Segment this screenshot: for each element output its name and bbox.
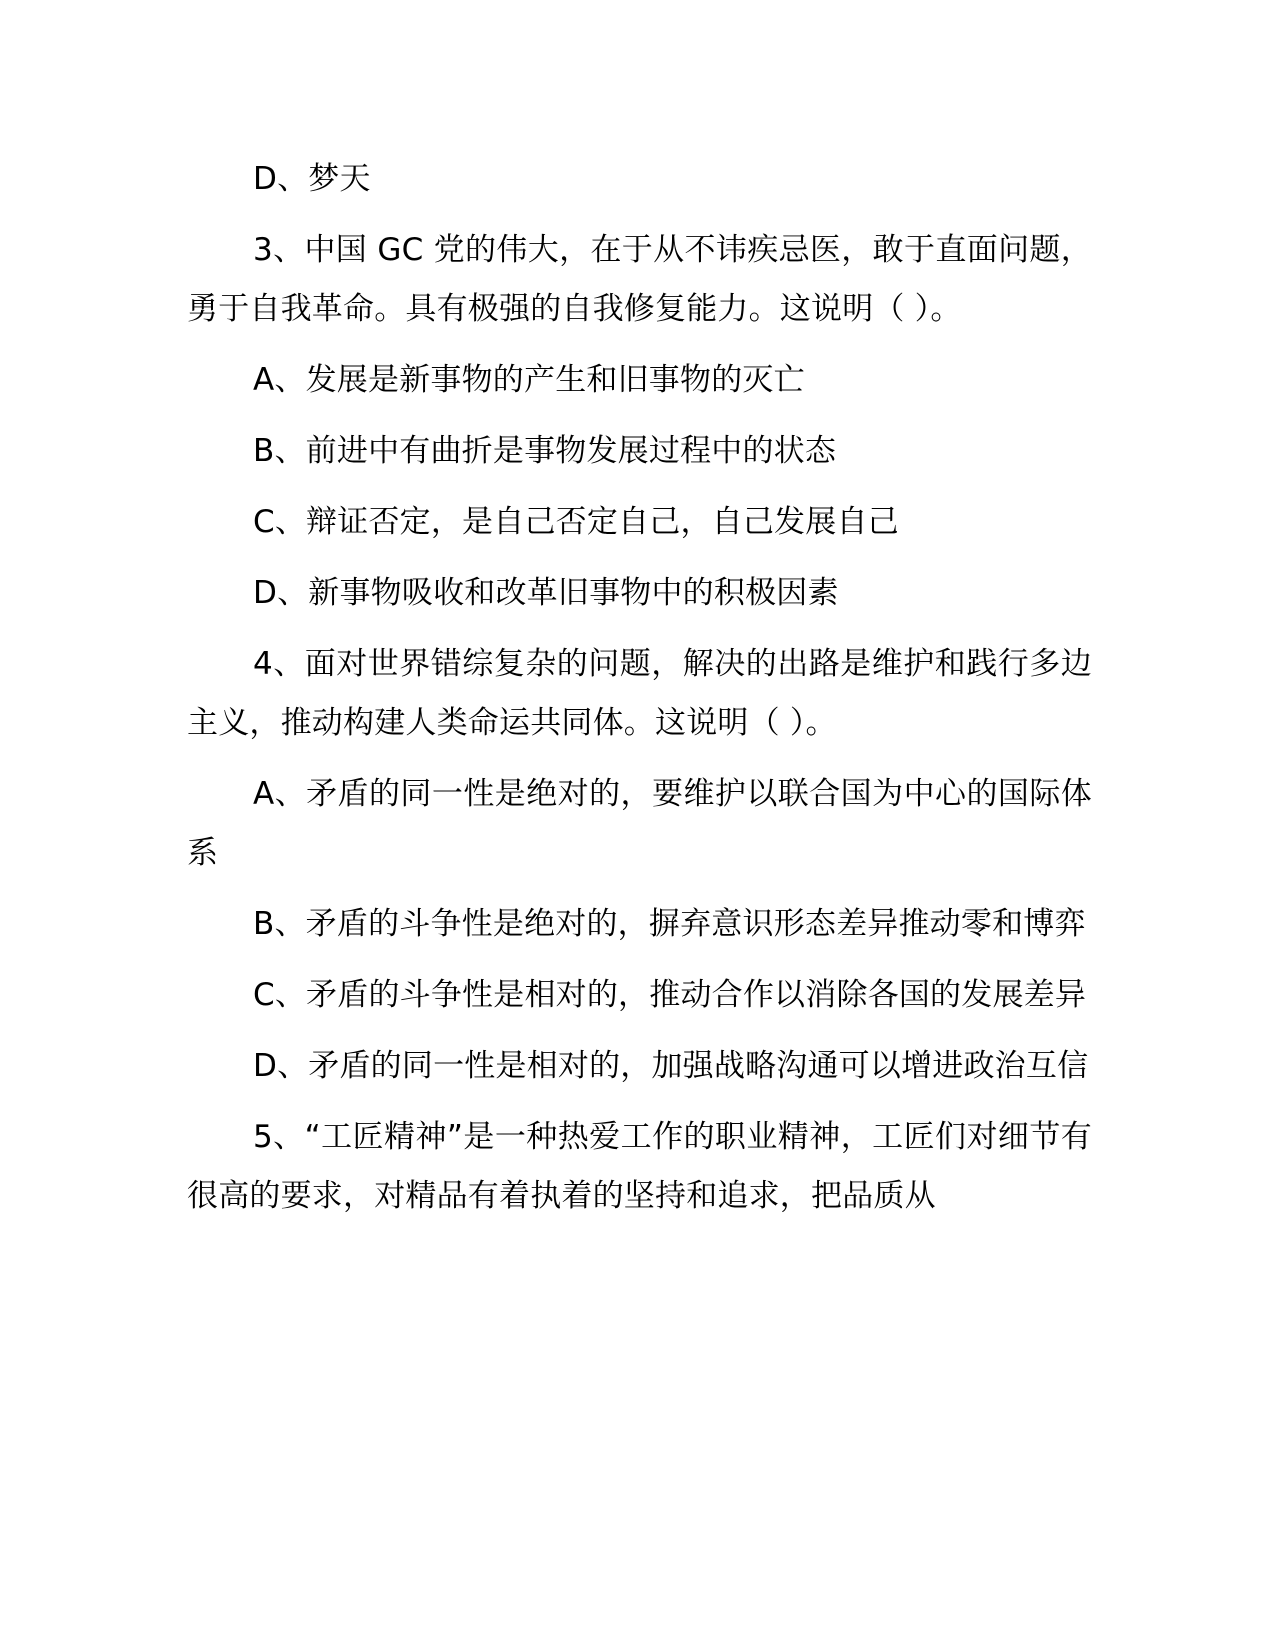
option-d-q3: D、新事物吸收和改革旧事物中的积极因素 — [253, 575, 839, 611]
option-d-q2: D、梦天 — [253, 161, 371, 197]
option-c-q4: C、矛盾的斗争性是相对的，推动合作以消除各国的发展差异 — [253, 977, 1087, 1013]
option-b-q3: B、前进中有曲折是事物发展过程中的状态 — [253, 433, 837, 469]
question-4: 4、面对世界错综复杂的问题，解决的出路是维护和践行多边主义，推动构建人类命运共同体。这说明（ ）。 — [187, 646, 1092, 741]
option-c-q3: C、辩证否定，是自己否定自己，自己发展自己 — [253, 504, 899, 540]
document-body — [187, 150, 1092, 1238]
option-d-q4: D、矛盾的同一性是相对的，加强战略沟通可以增进政治互信 — [253, 1048, 1089, 1084]
option-b-q4: B、矛盾的斗争性是绝对的，摒弃意识形态差异推动零和博弈 — [253, 906, 1086, 942]
question-5: 5、“工匠精神”是一种热爱工作的职业精神，工匠们对细节有很高的要求，对精品有着执着的坚持和追求，把品质从 — [187, 1119, 1092, 1214]
question-3: 3、中国 GC 党的伟大，在于从不讳疾忌医，敢于直面问题，勇于自我革命。具有极强的自我修复能力。这说明（ ）。 — [187, 232, 1092, 327]
option-a-q4: A、矛盾的同一性是绝对的，要维护以联合国为中心的国际体系 — [187, 776, 1092, 871]
option-a-q3: A、发展是新事物的产生和旧事物的灭亡 — [253, 362, 805, 398]
